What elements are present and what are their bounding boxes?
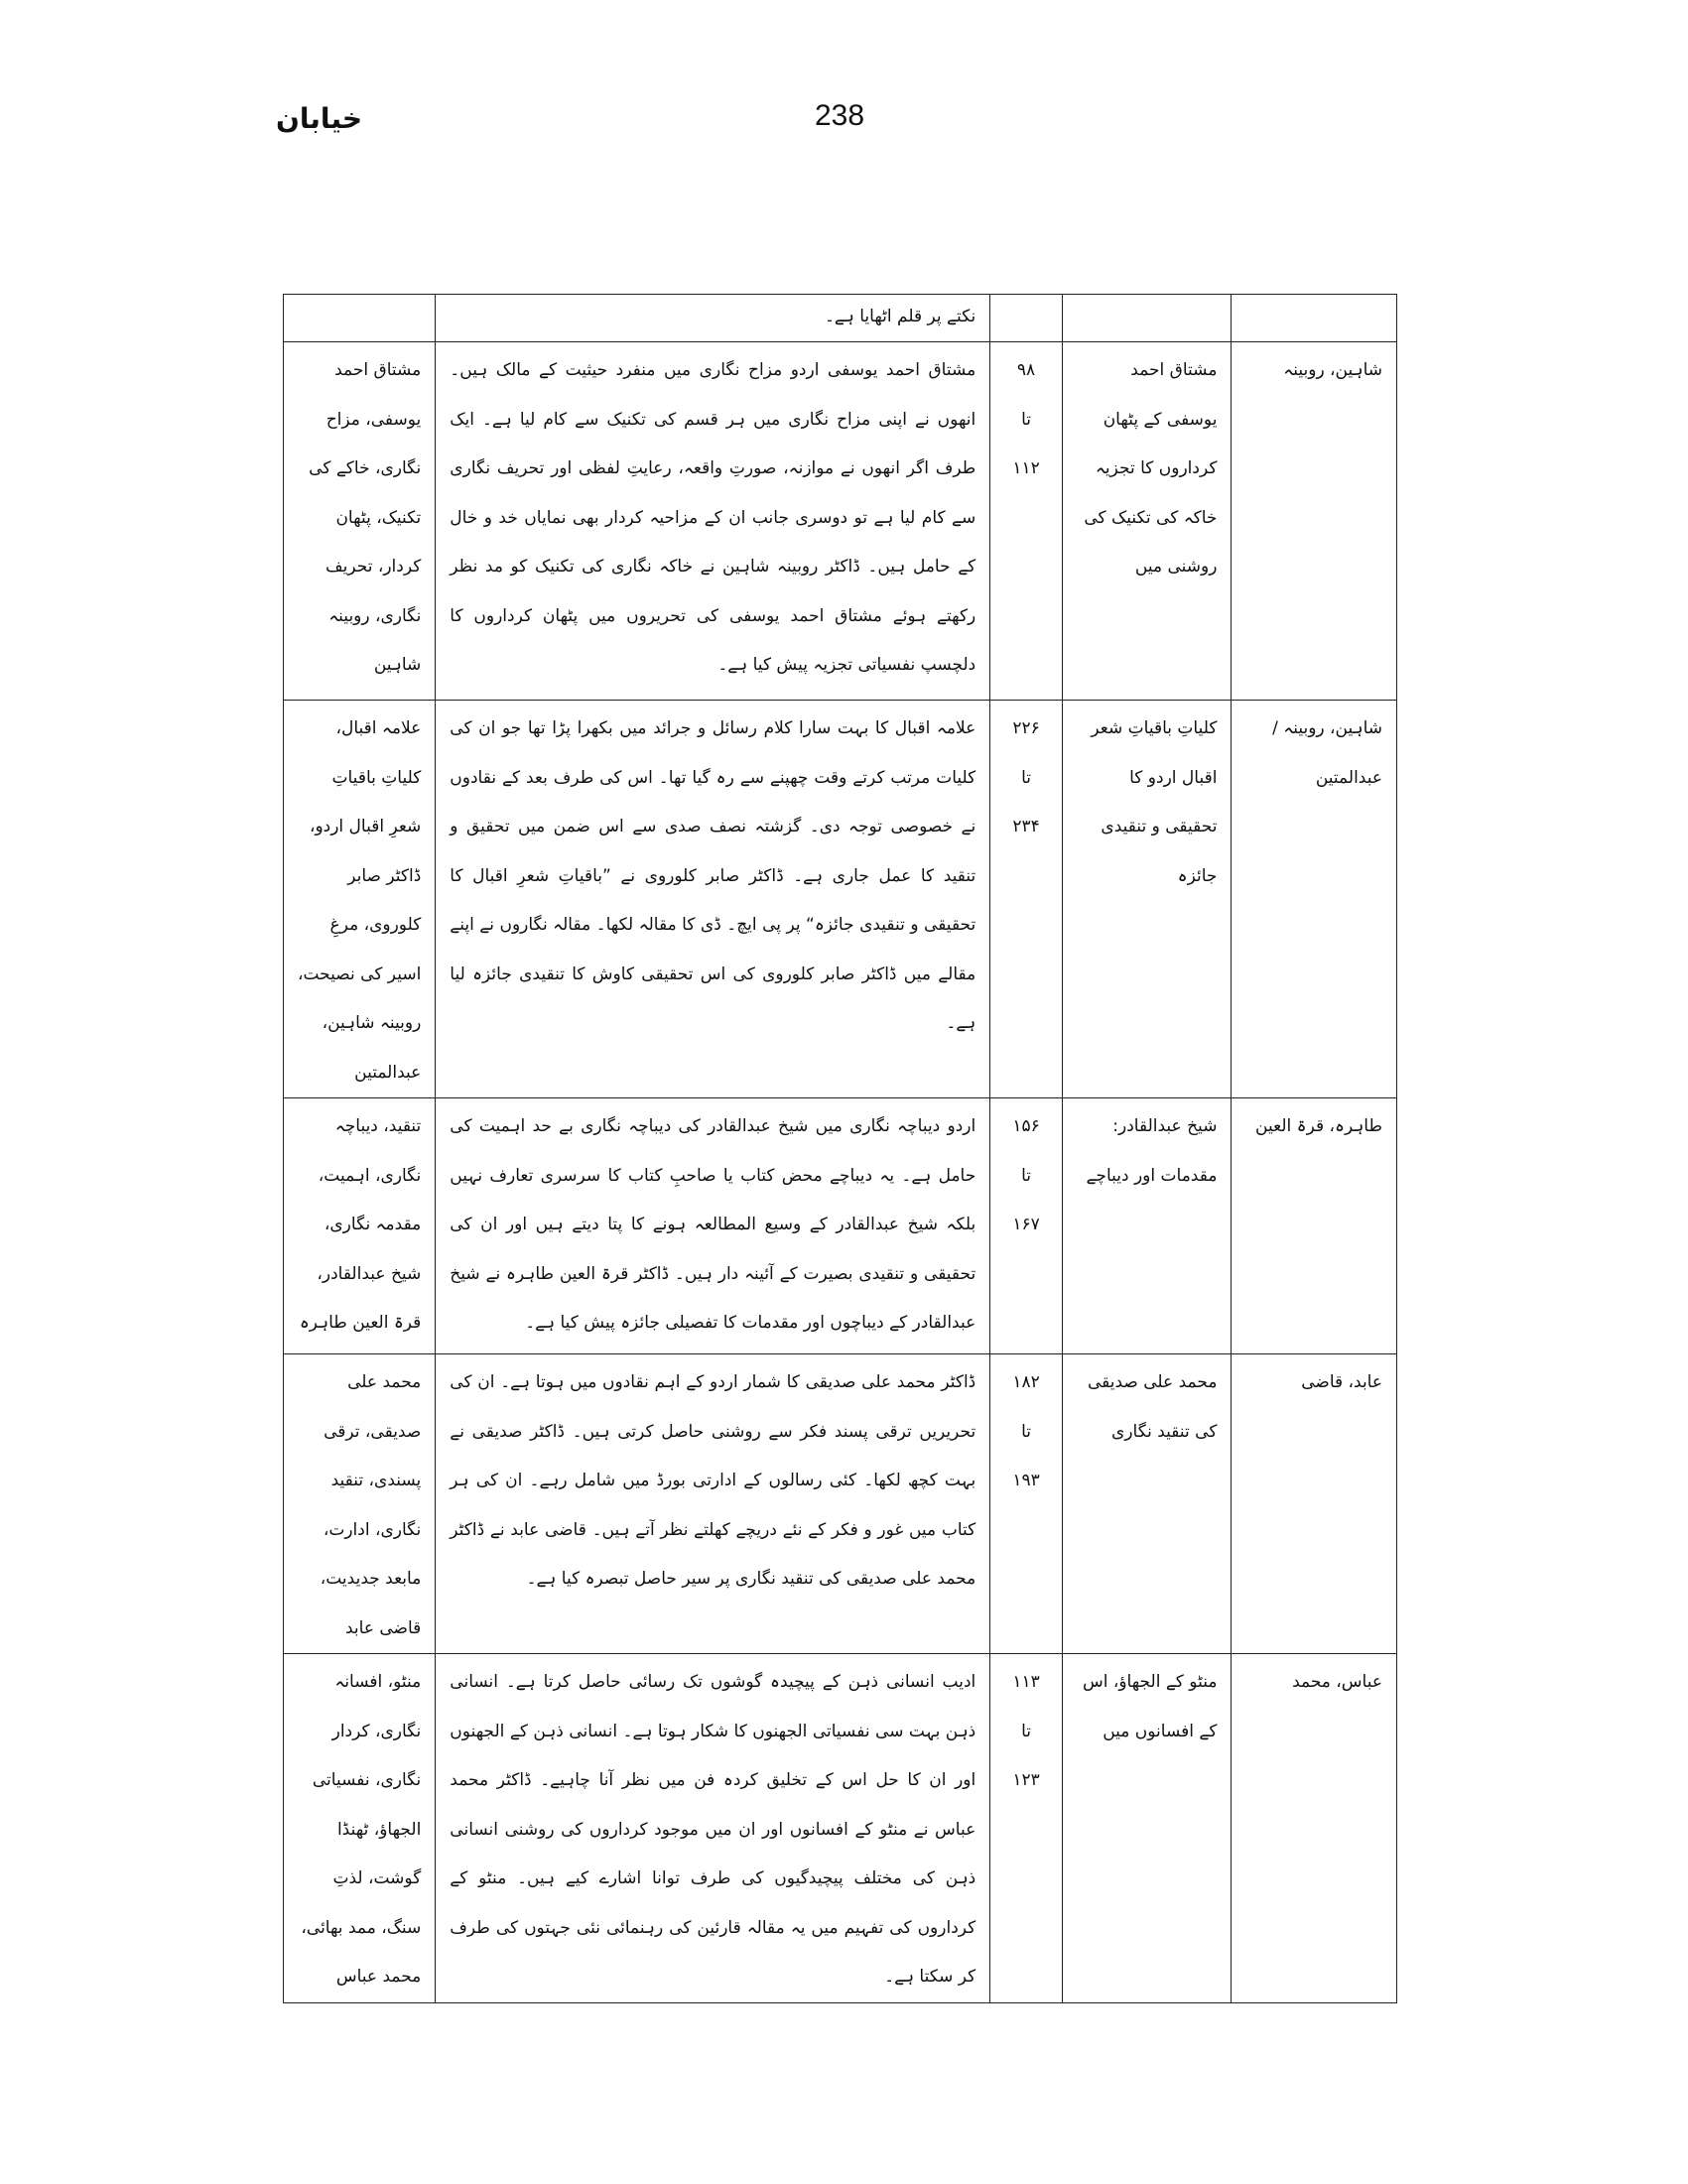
title-cell: کلیاتِ باقیاتِ شعر اقبال اردو کا تحقیقی و تنقیدی جائزہ: [1062, 701, 1232, 1098]
title-cell: محمد علی صدیقی کی تنقید نگاری: [1062, 1354, 1232, 1654]
title-cell: مشتاق احمد یوسفی کے پٹھان کرداروں کا تجزیہ خاکہ کی تکنیک کی روشنی میں: [1062, 342, 1232, 701]
summary-cell: مشتاق احمد یوسفی اردو مزاح نگاری میں منفرد حیثیت کے مالک ہیں۔ انھوں نے اپنی مزاح نگاری میں ہر قسم کی تکنیک سے کام لیا ہے۔ ایک طرف اگر انھوں نے موازنہ، صورتِ واقعہ، رعایتِ لفظی اور تحریف نگاری سے کام لیا ہے تو دوسری جانب ان کے مزاحیہ کردار بھی نمایاں خد و خال کے حامل ہیں۔ ڈاکٹر روبینہ شاہین نے خاکہ نگاری کی تکنیک کو مد نظر رکھتے ہوئے مشتاق احمد یوسفی کی تحریروں میں پٹھان کرداروں کا دلچسپ نفسیاتی تجزیہ پیش کیا ہے۔: [436, 342, 990, 701]
page-number: 238: [815, 99, 865, 132]
pages-cell: [990, 295, 1063, 342]
page-start: ۱۵۶: [1012, 1116, 1040, 1136]
keywords-cell: مشتاق احمد یوسفی، مزاح نگاری، خاکے کی تکنیک، پٹھان کردار، تحریف نگاری، روبینہ شاہین: [284, 342, 436, 701]
page-range-separator: تا: [1021, 767, 1031, 788]
pages-cell: [990, 342, 1063, 701]
page-start: ۹۸: [1016, 360, 1036, 380]
keywords-cell: [284, 295, 436, 342]
page-end: ۱۹۳: [1012, 1471, 1040, 1490]
author-cell: طاہرہ، قرۃ العین: [1232, 1098, 1397, 1354]
table-row: [284, 342, 1397, 701]
author-cell: عباس، محمد: [1232, 1654, 1397, 2003]
page-end: ۱۶۷: [1012, 1215, 1040, 1234]
table-row: [284, 1354, 1397, 1654]
summary-cell: اردو دیباچہ نگاری میں شیخ عبدالقادر کی دیباچہ نگاری بے حد اہمیت کی حامل ہے۔ یہ دیباچے محض کتاب یا صاحبِ کتاب کا سرسری تعارف نہیں بلکہ شیخ عبدالقادر کے وسیع المطالعہ ہونے کا پتا دیتے ہیں اور ان کی تحقیقی و تنقیدی بصیرت کے آئینہ دار ہیں۔ ڈاکٹر قرۃ العین طاہرہ نے شیخ عبدالقادر کے دیباچوں اور مقدمات کا تفصیلی جائزہ پیش کیا ہے۔: [436, 1098, 990, 1354]
page-range-separator: تا: [1021, 1421, 1031, 1442]
page-end: ۲۳۴: [1012, 817, 1040, 836]
keywords-cell: محمد علی صدیقی، ترقی پسندی، تنقید نگاری، ادارت، مابعد جدیدیت، قاضی عابد: [284, 1354, 436, 1654]
keywords-cell: منٹو، افسانہ نگاری، کردار نگاری، نفسیاتی الجھاؤ، ٹھنڈا گوشت، لذتِ سنگ، ممد بھائی، محمد عباس: [284, 1654, 436, 2003]
page-start: ۱۱۳: [1012, 1672, 1040, 1692]
page-range-separator: تا: [1021, 1165, 1031, 1186]
index-table: [283, 294, 1397, 2003]
page-range-separator: تا: [1021, 1721, 1031, 1741]
title-cell: شیخ عبدالقادر: مقدمات اور دیباچے: [1062, 1098, 1232, 1354]
journal-title: خیابان: [276, 102, 363, 135]
summary-cell: علامہ اقبال کا بہت سارا کلام رسائل و جرائد میں بکھرا پڑا تھا جو ان کی کلیات مرتب کرتے وقت چھپنے سے رہ گیا تھا۔ اس کی طرف بعد کے نقادوں نے خصوصی توجہ دی۔ گزشتہ نصف صدی سے اس ضمن میں تحقیق و تنقید کا عمل جاری ہے۔ ڈاکٹر صابر کلوروی نے ”باقیاتِ شعرِ اقبال کا تحقیقی و تنقیدی جائزہ“ پر پی ایچ۔ ڈی کا مقالہ لکھا۔ مقالہ نگاروں نے اپنے مقالے میں ڈاکٹر صابر کلوروی کی اس تحقیقی کاوش کا تنقیدی جائزہ لیا ہے۔: [436, 701, 990, 1098]
page-end: ۱۱۲: [1012, 458, 1040, 478]
table-row-continuation: [284, 295, 1397, 342]
table-row: [284, 1654, 1397, 2003]
page-start: ۱۸۲: [1012, 1372, 1040, 1392]
summary-cell: نکتے پر قلم اٹھایا ہے۔: [436, 295, 990, 342]
pages-cell: [990, 1098, 1063, 1354]
author-cell: شاہین، روبینہ: [1232, 342, 1397, 701]
author-cell: عابد، قاضی: [1232, 1354, 1397, 1654]
pages-cell: [990, 1354, 1063, 1654]
page-start: ۲۲۶: [1012, 718, 1040, 738]
title-cell: منٹو کے الجھاؤ، اس کے افسانوں میں: [1062, 1654, 1232, 2003]
pages-cell: [990, 701, 1063, 1098]
page-end: ۱۲۳: [1012, 1770, 1040, 1790]
summary-cell: ادیب انسانی ذہن کے پیچیدہ گوشوں تک رسائی حاصل کرتا ہے۔ انسانی ذہن بہت سی نفسیاتی الجھنوں کا شکار ہوتا ہے۔ انسانی ذہن کے الجھنوں اور ان کا حل اس کے تخلیق کردہ فن میں نظر آنا چاہیے۔ ڈاکٹر محمد عباس نے منٹو کے افسانوں اور ان میں موجود کرداروں کی روشنی انسانی ذہن کی مختلف پیچیدگیوں کی طرف توانا اشارے کیے ہیں۔ منٹو کے کرداروں کی تفہیم میں یہ مقالہ قارئین کی رہنمائی نئی جہتوں کی طرف کر سکتا ہے۔: [436, 1654, 990, 2003]
title-cell: [1062, 295, 1232, 342]
author-cell: شاہین، روبینہ / عبدالمتین: [1232, 701, 1397, 1098]
page-range-separator: تا: [1021, 409, 1031, 430]
table-row: [284, 701, 1397, 1098]
table-row: [284, 1098, 1397, 1354]
author-cell: [1232, 295, 1397, 342]
summary-cell: ڈاکٹر محمد علی صدیقی کا شمار اردو کے اہم نقادوں میں ہوتا ہے۔ ان کی تحریریں ترقی پسند فکر سے روشنی حاصل کرتی ہیں۔ ڈاکٹر صدیقی نے بہت کچھ لکھا۔ کئی رسالوں کے ادارتی بورڈ میں شامل رہے۔ ان کی ہر کتاب میں غور و فکر کے نئے دریچے کھلتے نظر آتے ہیں۔ قاضی عابد نے ڈاکٹر محمد علی صدیقی کی تنقید نگاری پر سیر حاصل تبصرہ کیا ہے۔: [436, 1354, 990, 1654]
keywords-cell: تنقید، دیباچہ نگاری، اہمیت، مقدمہ نگاری، شیخ عبدالقادر، قرۃ العین طاہرہ: [284, 1098, 436, 1354]
pages-cell: [990, 1654, 1063, 2003]
keywords-cell: علامہ اقبال، کلیاتِ باقیاتِ شعرِ اقبال اردو، ڈاکٹر صابر کلوروی، مرغِ اسیر کی نصیحت، روبینہ شاہین، عبدالمتین: [284, 701, 436, 1098]
